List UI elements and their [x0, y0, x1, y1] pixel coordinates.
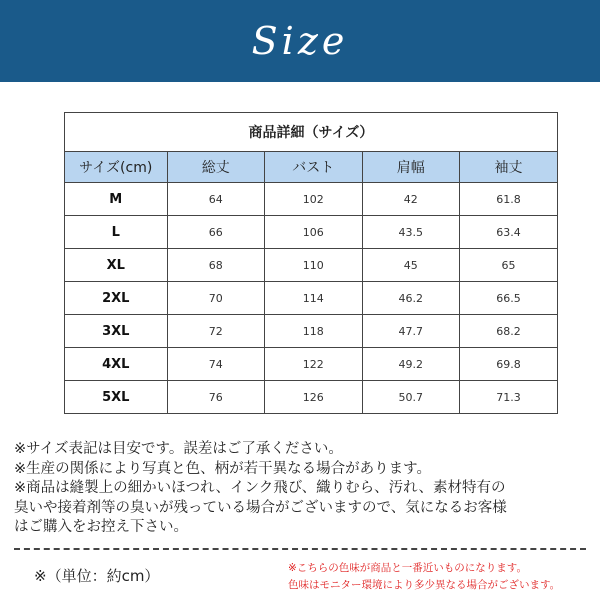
- bust-cell: 122: [265, 348, 363, 381]
- size-cell: 3XL: [65, 315, 167, 348]
- bust-cell: 110: [265, 249, 363, 282]
- size-cell: 2XL: [65, 282, 167, 315]
- sleeve-cell: 71.3: [460, 381, 558, 414]
- header-length: 総丈: [167, 152, 265, 183]
- header-sleeve: 袖丈: [460, 152, 558, 183]
- sleeve-cell: 63.4: [460, 216, 558, 249]
- length-cell: 70: [167, 282, 265, 315]
- length-cell: 68: [167, 249, 265, 282]
- table-row: [65, 381, 557, 414]
- bust-cell: 106: [265, 216, 363, 249]
- shoulder-cell: 45: [362, 249, 460, 282]
- length-cell: 66: [167, 216, 265, 249]
- size-table: [64, 112, 558, 414]
- shoulder-cell: 42: [362, 183, 460, 216]
- table-row: [65, 282, 557, 315]
- size-cell: 5XL: [65, 381, 167, 414]
- note-line: はご購入をお控え下さい。: [14, 519, 188, 535]
- color-note-line: ※こちらの色味が商品と一番近いものになります。: [288, 562, 527, 574]
- length-cell: 74: [167, 348, 265, 381]
- notes-block: [14, 440, 590, 538]
- unit-label: ※（単位：約cm）: [34, 567, 160, 585]
- length-cell: 64: [167, 183, 265, 216]
- shoulder-cell: 49.2: [362, 348, 460, 381]
- sleeve-cell: 61.8: [460, 183, 558, 216]
- size-cell: M: [65, 183, 167, 216]
- table-caption: 商品詳細（サイズ）: [65, 113, 557, 152]
- shoulder-cell: 46.2: [362, 282, 460, 315]
- note-line: ※生産の関係により写真と色、柄が若干異なる場合があります。: [14, 460, 431, 477]
- length-cell: 72: [167, 315, 265, 348]
- color-note-line: 色味はモニター環境により多少異なる場合がございます。: [288, 579, 561, 591]
- shoulder-cell: 43.5: [362, 216, 460, 249]
- shoulder-cell: 50.7: [362, 381, 460, 414]
- size-cell: L: [65, 216, 167, 249]
- size-cell: 4XL: [65, 348, 167, 381]
- banner-title: Size: [251, 19, 349, 63]
- table-row: [65, 249, 557, 282]
- size-grid: [65, 152, 557, 413]
- table-row: [65, 216, 557, 249]
- bust-cell: 102: [265, 183, 363, 216]
- sleeve-cell: 68.2: [460, 315, 558, 348]
- note-line: ※商品は縫製上の細かいほつれ、インク飛び、織りむら、汚れ、素材特有の: [14, 480, 506, 496]
- length-cell: 76: [167, 381, 265, 414]
- size-cell: XL: [65, 249, 167, 282]
- header-size: サイズ(cm): [65, 152, 167, 183]
- bust-cell: 126: [265, 381, 363, 414]
- sleeve-cell: 66.5: [460, 282, 558, 315]
- table-row: [65, 348, 557, 381]
- sleeve-cell: 69.8: [460, 348, 558, 381]
- bust-cell: 118: [265, 315, 363, 348]
- note-line: 臭いや接着剤等の臭いが残っている場合がございますので、気になるお客様: [14, 499, 507, 516]
- shoulder-cell: 47.7: [362, 315, 460, 348]
- header-row: [65, 152, 557, 183]
- table-row: [65, 183, 557, 216]
- dashed-divider: [14, 548, 586, 550]
- table-row: [65, 315, 557, 348]
- title-banner: [0, 0, 600, 82]
- bust-cell: 114: [265, 282, 363, 315]
- sleeve-cell: 65: [460, 249, 558, 282]
- color-note: [288, 560, 598, 594]
- header-shoulder: 肩幅: [362, 152, 460, 183]
- note-line: ※サイズ表記は目安です。誤差はご了承ください。: [14, 441, 343, 457]
- header-bust: バスト: [265, 152, 363, 183]
